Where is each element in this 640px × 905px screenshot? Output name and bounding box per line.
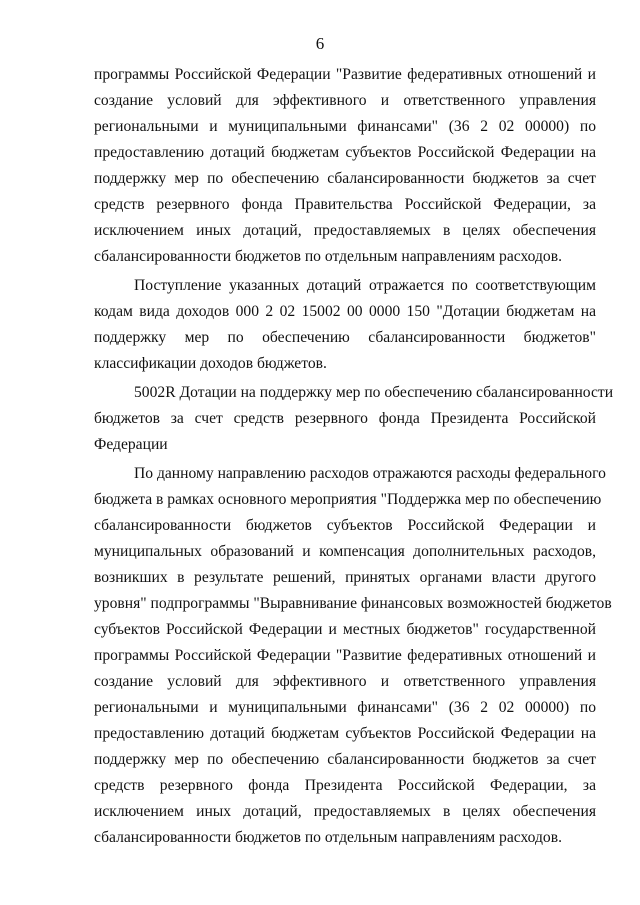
text-line: программы Российской Федерации "Развитие федеративных отношений и: [94, 66, 596, 83]
text-line: сбалансированности бюджетов по отдельным направлениям расходов.: [94, 829, 562, 846]
text-line: Поступление указанных дотаций отражается по соответствующим: [134, 277, 596, 294]
text-line: средств резервного фонда Президента Российской Федерации, за: [94, 777, 596, 794]
document-body: [94, 62, 614, 851]
text-line: поддержку мер по обеспечению сбалансированности бюджетов за счет: [94, 751, 596, 768]
text-line: Федерации: [94, 436, 168, 453]
page-number: 6: [315, 34, 325, 53]
text-line: создание условий для эффективного и ответственного управления: [94, 673, 596, 690]
paragraph-1: [94, 62, 596, 270]
text-line: бюджетов за счет средств резервного фонда Президента Российской: [94, 410, 596, 427]
text-line: субъектов Российской Федерации и местных бюджетов" государственной: [94, 621, 596, 638]
text-line: средств резервного фонда Правительства Российской Федерации, за: [94, 196, 596, 213]
text-line: бюджета в рамках основного мероприятия "Поддержка мер по обеспечению: [94, 491, 602, 508]
text-line: исключением иных дотаций, предоставляемых в целях обеспечения: [94, 222, 596, 239]
paragraph-2: [94, 273, 596, 377]
text-line: предоставлению дотаций бюджетам субъектов Российской Федерации на: [94, 725, 596, 742]
text-line: поддержку мер по обеспечению сбалансированности бюджетов за счет: [94, 170, 596, 187]
text-line: региональными и муниципальными финансами" (36 2 02 00000) по: [94, 699, 596, 716]
text-line: региональными и муниципальными финансами" (36 2 02 00000) по: [94, 118, 596, 135]
text-line: По данному направлению расходов отражаются расходы федерального: [134, 465, 606, 482]
text-line: программы Российской Федерации "Развитие федеративных отношений и: [94, 647, 596, 664]
text-line: исключением иных дотаций, предоставляемых в целях обеспечения: [94, 803, 596, 820]
text-line: муниципальных образований и компенсация дополнительных расходов,: [94, 543, 596, 560]
text-line: классификации доходов бюджетов.: [94, 355, 327, 372]
text-line: предоставлению дотаций бюджетам субъектов Российской Федерации на: [94, 144, 596, 161]
text-line: сбалансированности бюджетов по отдельным направлениям расходов.: [94, 248, 562, 265]
text-line: сбалансированности бюджетов субъектов Российской Федерации и: [94, 517, 596, 534]
text-line: кодам вида доходов 000 2 02 15002 00 0000 150 "Дотации бюджетам на: [94, 303, 596, 320]
paragraph-4: [94, 461, 612, 851]
text-line: уровня" подпрограммы "Выравнивание финансовых возможностей бюджетов: [94, 595, 612, 612]
paragraph-3: [94, 380, 614, 458]
text-line: поддержку мер по обеспечению сбалансированности бюджетов": [94, 329, 596, 346]
text-line: возникших в результате решений, принятых органами власти другого: [94, 569, 596, 586]
text-line: 5002R Дотации на поддержку мер по обеспечению сбалансированности: [134, 384, 614, 401]
text-line: создание условий для эффективного и ответственного управления: [94, 92, 596, 109]
